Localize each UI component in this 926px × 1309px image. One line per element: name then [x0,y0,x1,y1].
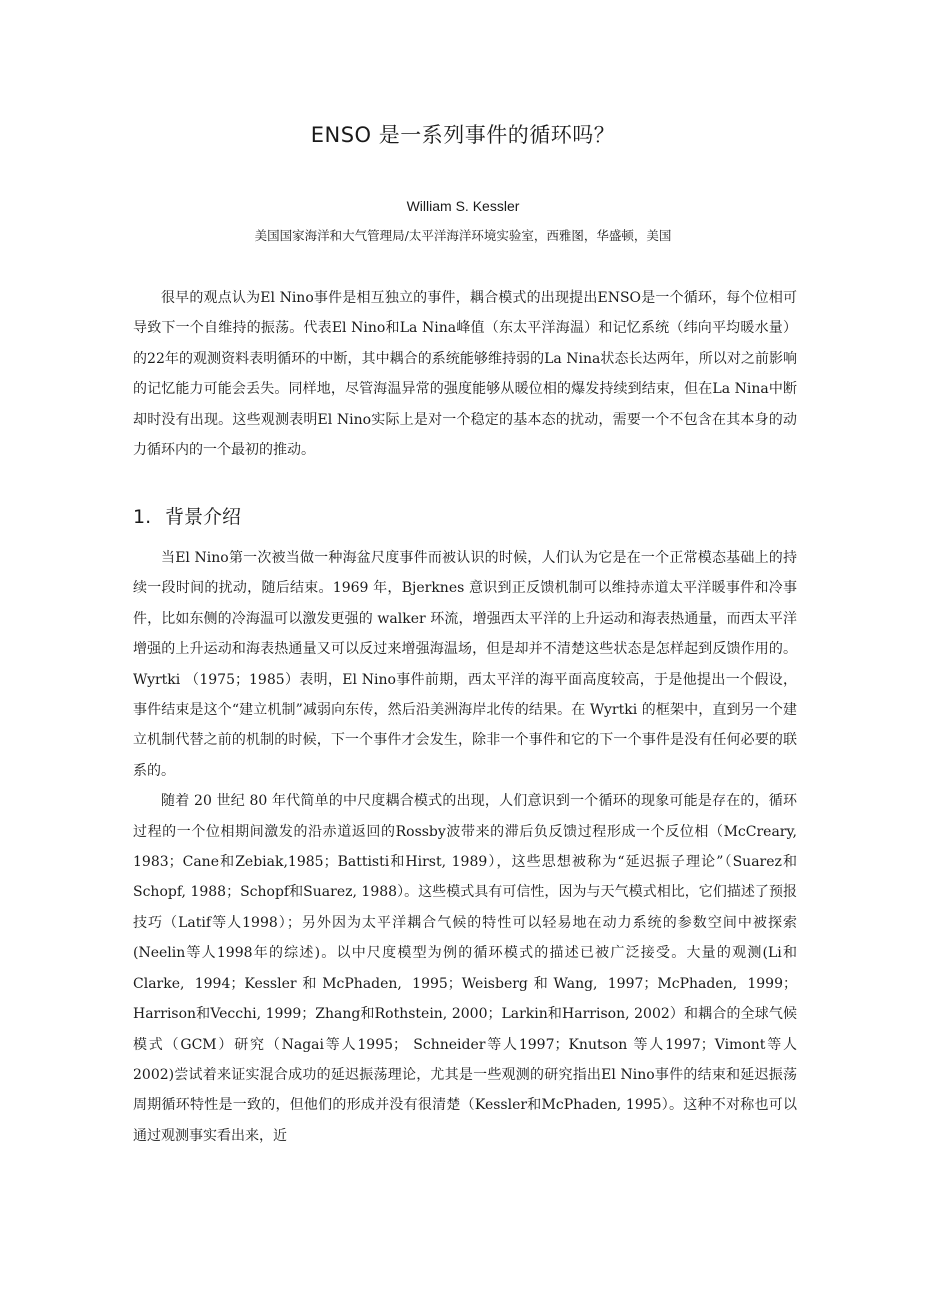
paper-author: William S. Kessler [406,198,520,214]
paper-title: ENSO 是一系列事件的循环吗？ [310,123,616,147]
section-heading [133,502,797,532]
abstract-block [133,283,797,465]
author-affiliation: 美国国家海洋和大气管理局/太平洋海洋环境实验室，西雅图，华盛顿，美国 [254,228,672,243]
section-title: 背景介绍 [165,506,242,528]
body-paragraph: 当El Nino第一次被当做一种海盆尺度事件而被认识的时候，人们认为它是在一个正常模态基础上的持续一段时间的扰动，随后结束。1969 年，Bjerknes 意识到正反馈机制可以维持赤道太平洋暖事件和冷事件，比如东侧的冷海温可以激发更强的 walker 环流，增强西太平洋的上升运动和海表热通量，而西太平洋增强的上升运动和海表热通量又可以反过来增强海温场，但是却并不清楚这些状态是怎样起到反馈作用的。Wyrtki （1975；1985）表明，El Nino事件前期，西太平洋的海平面高度较高，于是他提出一个假设，事件结束是这个“建立机制”减弱向东传，然后沿美洲海岸北传的结果。在 Wyrtki 的框架中，直到另一个建立机制代替之前的机制的时候，下一个事件才会发生，除非一个事件和它的下一个事件是没有任何必要的联系的。 [133,550,797,779]
section-body [133,543,797,1151]
abstract-paragraph: 很早的观点认为El Nino事件是相互独立的事件，耦合模式的出现提出ENSO是一个循环，每个位相可导致下一个自维持的振荡。代表El Nino和La Nina峰值（东太平洋海温）和记忆系统（纬向平均暖水量）的22年的观测资料表明循环的中断，其中耦合的系统能够维持弱的La Nina状态长达两年，所以对之前影响的记忆能力可能会丢失。同样地，尽管海温异常的强度能够从暖位相的爆发持续到结束，但在La Nina中断却时没有出现。这些观测表明El Nino实际上是对一个稳定的基本态的扰动，需要一个不包含在其本身的动力循环内的一个最初的推动。 [133,290,797,459]
section-number: 1. [133,506,152,528]
body-paragraph: 随着 20 世纪 80 年代简单的中尺度耦合模式的出现，人们意识到一个循环的现象可能是存在的，循环过程的一个位相期间激发的沿赤道返回的Rossby波带来的滞后负反馈过程形成一个反位相（McCreary, 1983；Cane和Zebiak,1985；Battisti和Hirst, 1989），这些思想被称为“延迟振子理论”（Suarez和Schopf, 1988；Schopf和Suarez, 1988）。这些模式具有可信性，因为与天气模式相比，它们描述了预报技巧（Latif等人1998）；另外因为太平洋耦合气候的特性可以轻易地在动力系统的参数空间中被探索(Neelin等人1998年的综述)。以中尺度模型为例的循环模式的描述已被广泛接受。大量的观测(Li和Clarke, 1994；Kessler和McPhaden, 1995；Weisberg和Wang, 1997；McPhaden, 1999；Harrison和Vecchi, 1999；Zhang和Rothstein, 2000；Larkin和Harrison, 2002）和耦合的全球气候模式（GCM）研究（Nagai等人1995； Schneider等人1997；Knutson 等人1997；Vimont等人2002)尝试着来证实混合成功的延迟振荡理论，尤其是一些观测的研究指出El Nino事件的结束和延迟振荡周期循环特性是一致的，但他们的形成并没有很清楚（Kessler和McPhaden, 1995）。这种不对称也可以通过观测事实看出来，近 [133,793,797,1144]
